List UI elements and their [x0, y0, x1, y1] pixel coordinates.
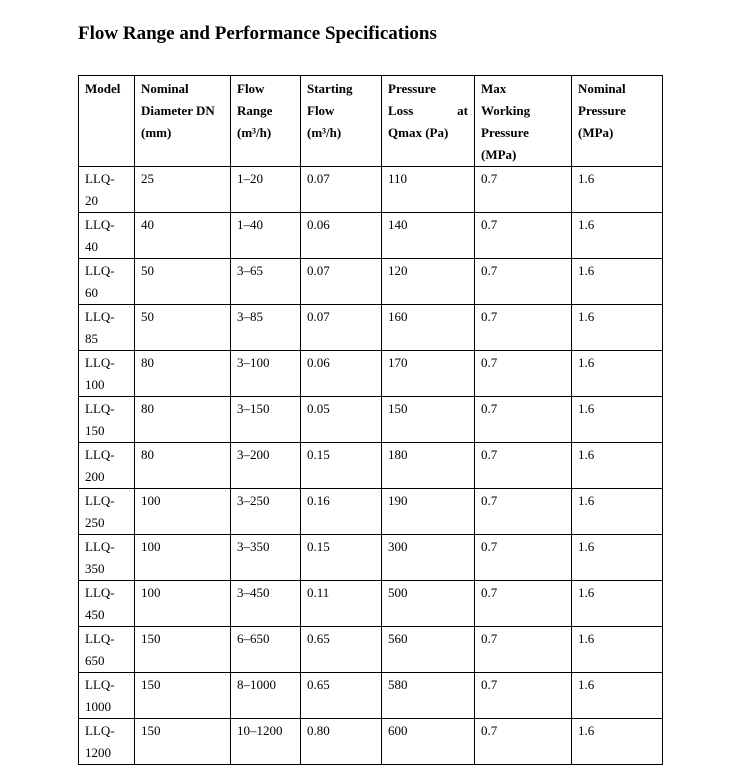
table-row	[79, 259, 663, 305]
header-line: (MPa)	[578, 125, 614, 140]
cell-nominal-pressure: 1.6	[572, 673, 663, 719]
cell-max-working-pressure: 0.7	[475, 259, 572, 305]
model-number: 250	[85, 515, 105, 530]
header-line: Diameter DN	[141, 103, 215, 118]
header-line: Nominal	[578, 81, 626, 96]
cell-model	[79, 305, 135, 351]
cell-flow-range: 1–40	[231, 213, 301, 259]
cell-nominal-diameter: 80	[135, 351, 231, 397]
cell-flow-range: 3–350	[231, 535, 301, 581]
cell-nominal-pressure: 1.6	[572, 443, 663, 489]
cell-starting-flow: 0.15	[301, 443, 382, 489]
cell-pressure-loss: 190	[382, 489, 475, 535]
header-nominal-pressure	[572, 76, 663, 167]
cell-pressure-loss: 600	[382, 719, 475, 765]
cell-nominal-pressure: 1.6	[572, 489, 663, 535]
model-number: 150	[85, 423, 105, 438]
header-starting-flow	[301, 76, 382, 167]
header-line-justified	[388, 100, 468, 122]
model-prefix: LLQ-	[85, 263, 115, 278]
cell-model	[79, 489, 135, 535]
model-number: 450	[85, 607, 105, 622]
cell-max-working-pressure: 0.7	[475, 627, 572, 673]
cell-nominal-diameter: 25	[135, 167, 231, 213]
cell-nominal-pressure: 1.6	[572, 351, 663, 397]
table-row	[79, 489, 663, 535]
cell-nominal-pressure: 1.6	[572, 397, 663, 443]
model-number: 40	[85, 239, 98, 254]
header-max-working-pressure	[475, 76, 572, 167]
cell-starting-flow: 0.65	[301, 673, 382, 719]
cell-model	[79, 581, 135, 627]
cell-starting-flow: 0.07	[301, 167, 382, 213]
model-prefix: LLQ-	[85, 447, 115, 462]
header-line: (MPa)	[481, 147, 517, 162]
cell-nominal-diameter: 100	[135, 581, 231, 627]
header-line: Max	[481, 81, 507, 96]
header-line: Range	[237, 103, 273, 118]
model-number: 100	[85, 377, 105, 392]
cell-flow-range: 10–1200	[231, 719, 301, 765]
cell-starting-flow: 0.05	[301, 397, 382, 443]
model-number: 650	[85, 653, 105, 668]
cell-nominal-diameter: 150	[135, 627, 231, 673]
cell-max-working-pressure: 0.7	[475, 443, 572, 489]
model-number: 200	[85, 469, 105, 484]
cell-starting-flow: 0.80	[301, 719, 382, 765]
model-prefix: LLQ-	[85, 401, 115, 416]
cell-nominal-diameter: 150	[135, 719, 231, 765]
header-line: (m³/h)	[307, 125, 342, 140]
cell-nominal-diameter: 50	[135, 259, 231, 305]
cell-nominal-diameter: 80	[135, 397, 231, 443]
cell-starting-flow: 0.65	[301, 627, 382, 673]
cell-starting-flow: 0.07	[301, 305, 382, 351]
cell-max-working-pressure: 0.7	[475, 213, 572, 259]
model-number: 350	[85, 561, 105, 576]
header-line: Working	[481, 103, 531, 118]
model-number: 1200	[85, 745, 111, 760]
cell-nominal-diameter: 50	[135, 305, 231, 351]
cell-nominal-diameter: 150	[135, 673, 231, 719]
cell-pressure-loss: 180	[382, 443, 475, 489]
header-line: Pressure	[481, 125, 529, 140]
cell-nominal-diameter: 100	[135, 489, 231, 535]
cell-max-working-pressure: 0.7	[475, 351, 572, 397]
header-row	[79, 76, 663, 167]
cell-model	[79, 627, 135, 673]
cell-flow-range: 8–1000	[231, 673, 301, 719]
model-prefix: LLQ-	[85, 171, 115, 186]
table-row	[79, 535, 663, 581]
cell-starting-flow: 0.16	[301, 489, 382, 535]
header-line: Qmax (Pa)	[388, 125, 449, 140]
cell-max-working-pressure: 0.7	[475, 397, 572, 443]
cell-max-working-pressure: 0.7	[475, 719, 572, 765]
table-row	[79, 305, 663, 351]
cell-pressure-loss: 120	[382, 259, 475, 305]
header-line: Pressure	[578, 103, 626, 118]
cell-model	[79, 351, 135, 397]
model-prefix: LLQ-	[85, 493, 115, 508]
model-prefix: LLQ-	[85, 631, 115, 646]
cell-flow-range: 3–250	[231, 489, 301, 535]
header-nominal-diameter	[135, 76, 231, 167]
cell-nominal-diameter: 100	[135, 535, 231, 581]
model-number: 85	[85, 331, 98, 346]
cell-model	[79, 259, 135, 305]
model-prefix: LLQ-	[85, 217, 115, 232]
cell-pressure-loss: 300	[382, 535, 475, 581]
cell-pressure-loss: 160	[382, 305, 475, 351]
model-number: 20	[85, 193, 98, 208]
header-line: Flow	[237, 81, 265, 96]
cell-nominal-pressure: 1.6	[572, 627, 663, 673]
header-line: Starting	[307, 81, 353, 96]
cell-max-working-pressure: 0.7	[475, 489, 572, 535]
model-prefix: LLQ-	[85, 309, 115, 324]
header-line: Pressure	[388, 81, 436, 96]
table-row	[79, 627, 663, 673]
cell-model	[79, 213, 135, 259]
table-row	[79, 443, 663, 489]
cell-pressure-loss: 170	[382, 351, 475, 397]
cell-flow-range: 3–100	[231, 351, 301, 397]
cell-flow-range: 3–150	[231, 397, 301, 443]
header-line: Flow	[307, 103, 335, 118]
model-prefix: LLQ-	[85, 539, 115, 554]
header-word-loss: Loss	[388, 103, 414, 118]
header-word-at: at	[457, 103, 468, 118]
cell-nominal-pressure: 1.6	[572, 535, 663, 581]
cell-nominal-pressure: 1.6	[572, 259, 663, 305]
cell-flow-range: 6–650	[231, 627, 301, 673]
cell-max-working-pressure: 0.7	[475, 581, 572, 627]
cell-nominal-pressure: 1.6	[572, 167, 663, 213]
cell-pressure-loss: 560	[382, 627, 475, 673]
page-title: Flow Range and Performance Specifications	[78, 23, 437, 44]
cell-starting-flow: 0.07	[301, 259, 382, 305]
cell-flow-range: 3–65	[231, 259, 301, 305]
cell-max-working-pressure: 0.7	[475, 535, 572, 581]
cell-model	[79, 397, 135, 443]
cell-nominal-pressure: 1.6	[572, 719, 663, 765]
cell-nominal-pressure: 1.6	[572, 305, 663, 351]
table-row	[79, 581, 663, 627]
cell-flow-range: 3–200	[231, 443, 301, 489]
header-line: Model	[85, 81, 121, 96]
header-line: (mm)	[141, 125, 172, 140]
cell-starting-flow: 0.11	[301, 581, 382, 627]
model-prefix: LLQ-	[85, 355, 115, 370]
cell-pressure-loss: 580	[382, 673, 475, 719]
cell-model	[79, 673, 135, 719]
cell-model	[79, 535, 135, 581]
cell-starting-flow: 0.06	[301, 351, 382, 397]
cell-model	[79, 719, 135, 765]
table-row	[79, 351, 663, 397]
cell-flow-range: 3–450	[231, 581, 301, 627]
cell-nominal-diameter: 80	[135, 443, 231, 489]
specifications-table	[78, 75, 663, 765]
table-row	[79, 213, 663, 259]
model-prefix: LLQ-	[85, 585, 115, 600]
model-number: 60	[85, 285, 98, 300]
cell-pressure-loss: 110	[382, 167, 475, 213]
cell-max-working-pressure: 0.7	[475, 673, 572, 719]
cell-flow-range: 1–20	[231, 167, 301, 213]
cell-nominal-pressure: 1.6	[572, 581, 663, 627]
table-row	[79, 167, 663, 213]
cell-starting-flow: 0.06	[301, 213, 382, 259]
table-row	[79, 673, 663, 719]
cell-model	[79, 443, 135, 489]
cell-nominal-pressure: 1.6	[572, 213, 663, 259]
table-row	[79, 719, 663, 765]
cell-nominal-diameter: 40	[135, 213, 231, 259]
table-body	[79, 167, 663, 765]
table-row	[79, 397, 663, 443]
cell-model	[79, 167, 135, 213]
model-prefix: LLQ-	[85, 723, 115, 738]
model-number: 1000	[85, 699, 111, 714]
header-flow-range	[231, 76, 301, 167]
cell-pressure-loss: 150	[382, 397, 475, 443]
header-line: (m³/h)	[237, 125, 272, 140]
model-prefix: LLQ-	[85, 677, 115, 692]
cell-flow-range: 3–85	[231, 305, 301, 351]
cell-pressure-loss: 500	[382, 581, 475, 627]
header-line: Nominal	[141, 81, 189, 96]
header-pressure-loss	[382, 76, 475, 167]
header-model	[79, 76, 135, 167]
cell-starting-flow: 0.15	[301, 535, 382, 581]
cell-max-working-pressure: 0.7	[475, 167, 572, 213]
cell-max-working-pressure: 0.7	[475, 305, 572, 351]
cell-pressure-loss: 140	[382, 213, 475, 259]
